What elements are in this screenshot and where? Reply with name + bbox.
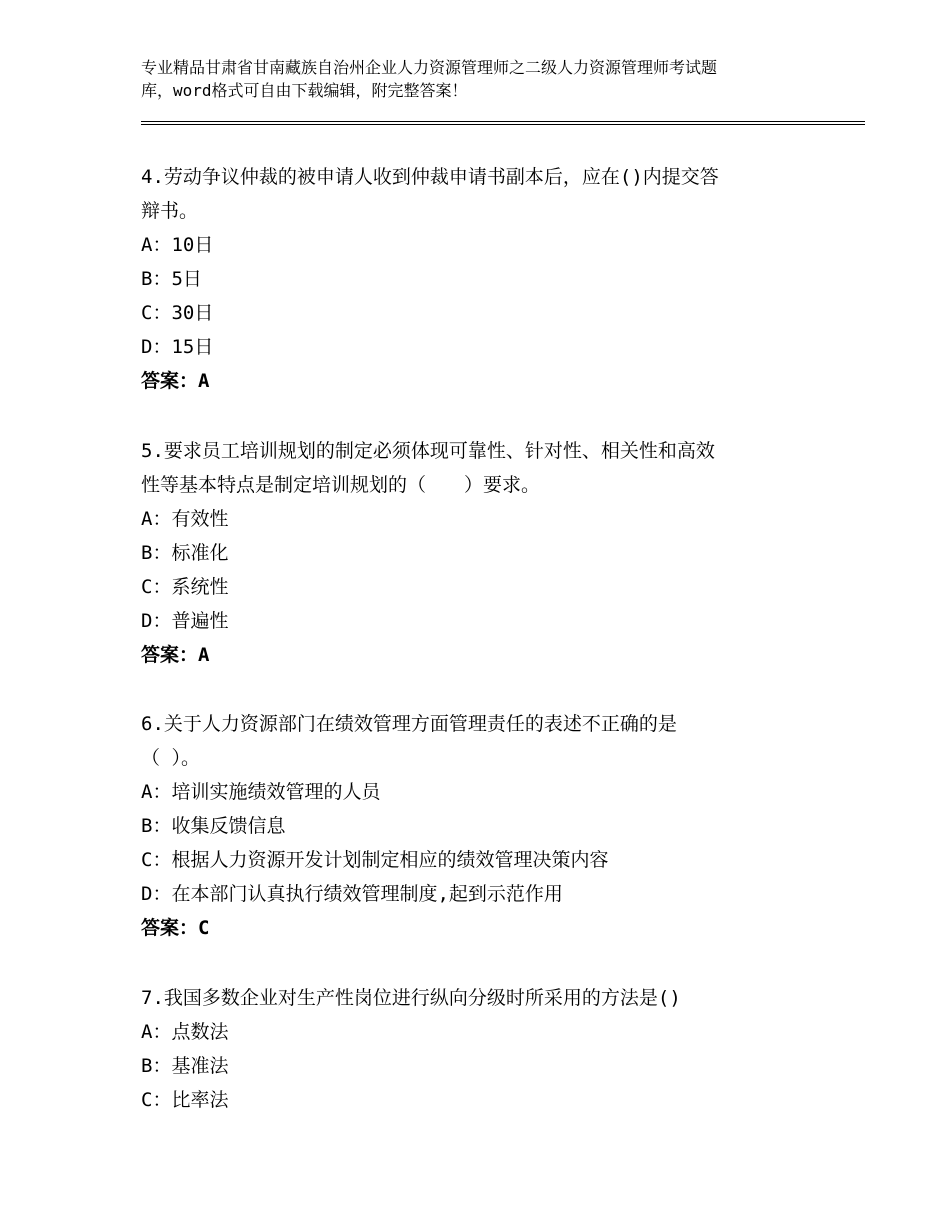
option-b: B：收集反馈信息 — [141, 815, 286, 837]
option-b: B：标准化 — [141, 542, 229, 564]
question-stem-line-2: 辩书。 — [141, 200, 199, 222]
option-b: B：基准法 — [141, 1055, 229, 1077]
option-c: C：系统性 — [141, 576, 229, 598]
question-stem-line-2: （ ）。 — [141, 747, 200, 769]
question-stem-line-1: 7.我国多数企业对生产性岗位进行纵向分级时所采用的方法是() — [141, 987, 681, 1009]
header-divider-top — [141, 121, 865, 122]
option-d: D：在本部门认真执行绩效管理制度,起到示范作用 — [141, 883, 563, 905]
question-5 — [141, 434, 821, 672]
question-4 — [141, 160, 821, 398]
question-stem-line-1: 5.要求员工培训规划的制定必须体现可靠性、针对性、相关性和高效 — [141, 440, 715, 462]
header-line-2: 库，word格式可自由下载编辑，附完整答案！ — [141, 81, 468, 100]
option-c: C：30日 — [141, 302, 214, 324]
option-a: A：10日 — [141, 234, 214, 256]
option-b: B：5日 — [141, 268, 202, 290]
document-header — [141, 56, 831, 102]
option-a: A：点数法 — [141, 1021, 229, 1043]
header-line-1: 专业精品甘肃省甘南藏族自治州企业人力资源管理师之二级人力资源管理师考试题 — [141, 58, 718, 77]
question-7 — [141, 981, 821, 1117]
option-a: A：培训实施绩效管理的人员 — [141, 781, 381, 803]
question-6 — [141, 707, 821, 945]
question-stem-line-1: 4.劳动争议仲裁的被申请人收到仲裁申请书副本后，应在()内提交答 — [141, 166, 719, 188]
header-divider-bottom — [141, 124, 865, 125]
answer: 答案：C — [141, 917, 210, 939]
option-a: A：有效性 — [141, 508, 229, 530]
option-d: D：15日 — [141, 336, 214, 358]
question-stem-line-1: 6.关于人力资源部门在绩效管理方面管理责任的表述不正确的是 — [141, 713, 677, 735]
question-stem-line-2: 性等基本特点是制定培训规划的（ ）要求。 — [141, 474, 541, 496]
answer: 答案：A — [141, 370, 210, 392]
answer: 答案：A — [141, 644, 210, 666]
option-c: C：根据人力资源开发计划制定相应的绩效管理决策内容 — [141, 849, 609, 871]
option-d: D：普遍性 — [141, 610, 229, 632]
option-c: C：比率法 — [141, 1089, 229, 1111]
